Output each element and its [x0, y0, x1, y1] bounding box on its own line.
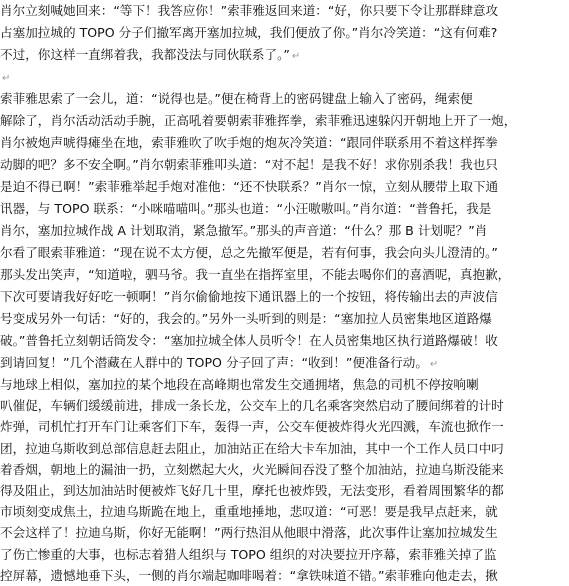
text-line: 肖尔，塞加拉城作战 A 计划取消，紧急撤军。”那头的声音道：“什么？那 B 计划呢？”肖	[0, 223, 488, 238]
text-line: 占塞加拉城的 TOPO 分子们撤军离开塞加拉城，我们便放了你。”肖尔冷笑道：“这有何难?	[0, 25, 498, 40]
paragraph-mark-icon: ↵	[2, 73, 11, 84]
text-line: 得及阻止，到达加油站时便被炸飞好几十里，摩托也被炸毁，无法变形，看着周围繁华的都	[0, 483, 504, 498]
text-line: 解除了，肖尔活动活动手腕，正高吼着要朝索菲雅挥拳，索菲雅迅速躲闪开朝地上开了一炮，	[0, 113, 517, 128]
text-line: 讯器，与 TOPO 联系：“小咪喵喵叫。”那头也道：“小汪嗷嗷叫。”肖尔道：“普鲁托，我是	[0, 201, 492, 216]
text-line: 控屏幕，遗憾地垂下头，一侧的肖尔端起咖啡喝着：“拿铁味道不错。”索菲雅向他走去，揪	[0, 567, 498, 583]
text-line	[0, 352, 438, 374]
text-line: 索菲雅思索了一会儿，道：“说得也是。”便在椅背上的密码键盘上输入了密码，绳索便	[0, 91, 473, 106]
text-line: 了伤亡惨重的大事，也标志着猎人组织与 TOPO 组织的对决要拉开序幕，索菲雅关掉了监	[0, 546, 497, 562]
text-line: 肖尔立刻喊她回来：“等下！我答应你！”索菲雅返回来道：“好，你只要下令让那群肆意攻	[0, 3, 499, 18]
text-line: 肖尔被炮声唬得瘫坐在地，索菲雅吹了吹手炮的炮灰冷笑道：“跟同伴联系用不着这样挥拳	[0, 135, 498, 150]
text-line: 号变成另外一句话：“好的，我会的。”另外一头听到的则是：“塞加拉人员密集地区道路爆	[0, 311, 492, 326]
paragraph-mark-icon: ↵	[291, 51, 301, 62]
text-line: 叭催促，车辆们缓缓前进，排成一条长龙，公交车上的几名乘客突然启动了腰间绑着的计时	[0, 398, 504, 414]
text-line: 炸弹，司机忙打开车门让乘客们下车，轰得一声，公交车便被炸得火光四溅，车流也掀作一	[0, 419, 504, 435]
text-line: 动脚的吧？多不安全啊。”肖尔朝索菲雅叩头道：“对不起！是我不好！求你别杀我！我也只	[0, 157, 498, 172]
text-line: 破。”普鲁托立刻朝话筒发令：“塞加拉城全体人员听令！在人员密集地区执行道路爆破！收	[0, 333, 498, 348]
text-line: 不会这样了！拉迪乌斯，你好无能啊！”两行热泪从他眼中滑落，此次事件让塞加拉城发生	[0, 525, 498, 541]
text-line	[0, 44, 300, 66]
text-line: 着香烟，朝地上的漏油一扔，立刻燃起大火，火光瞬间吞没了整个加油站，拉迪乌斯没能来	[0, 461, 504, 477]
line-text: 不过，你这样一直绑着我，我都没法与同伙联系了。”	[0, 47, 290, 62]
line-text: 到请回复！”几个潜藏在人群中的 TOPO 分子回了声：“收到！”便准备行动。	[0, 355, 428, 370]
text-line: 尔看了眼索菲雅道：“现在说不太方便，总之先撤军便是，若有何事，我会向头儿澄清的。”	[0, 245, 498, 260]
text-line: 是迫不得已啊！”索菲雅举起手炮对准他：“还不快联系？”肖尔一惊，立刻从腰带上取下通	[0, 179, 499, 194]
text-line: 市顷刻变成焦土，拉迪乌斯跪在地上，重重地捶地，悲叹道：“可恶！要是我早点赶来，就	[0, 504, 498, 520]
text-line: 与地球上相似，塞加拉的某个地段在高峰期也常发生交通拥堵，焦急的司机不停按响喇	[0, 377, 479, 392]
text-line: 团，拉迪乌斯收到总部信息赶去阻止，加油站正在给大卡车加油，其中一个工作人员口中叼	[0, 440, 504, 456]
paragraph-mark-icon: ↵	[429, 359, 439, 370]
text-line: 下次可要请我好好吃一顿啊！”肖尔偷偷地按下通讯器上的一个按钮，将传输出去的声波信	[0, 289, 498, 304]
empty-line	[0, 66, 10, 88]
text-line: 那头发出笑声，“知道啦，驷马爷。我一直坐在指挥室里，不能去喝你们的喜酒呢，真抱歉，	[0, 267, 511, 282]
